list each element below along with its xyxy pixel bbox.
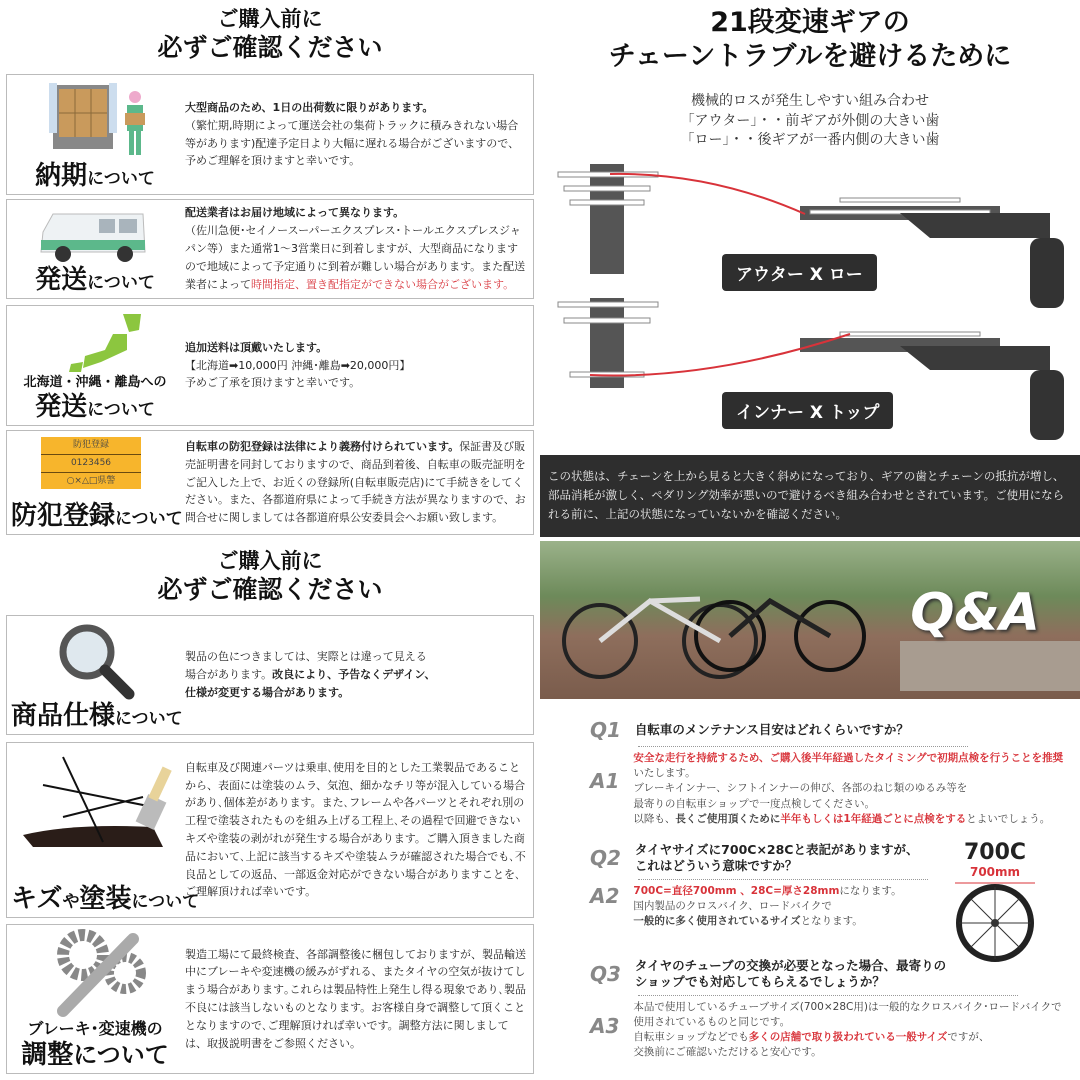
text: 多くの店舗で取り扱われている一般サイズ <box>748 1030 948 1043</box>
text: となります。 <box>800 914 863 927</box>
text: ご購入前に <box>217 549 323 573</box>
text: 配送業者はお届け地域によって異なります。 <box>185 206 405 220</box>
text: 塗装 <box>79 883 132 914</box>
text: 製造工場にて最終検査、各部調整後に梱包しておりますが、製品輸送中にブレーキや変速機の緩みがずれる、またタイヤの空気が抜けてしまう場合があります｡これらは製品特性上発生し得る現象であり､製品不良には該当しないものとなります。お客様自身で調整して頂くこととなりますので､ご理解頂ければ幸いです。調整方法に関しましては、取扱説明書をご参照ください。 <box>185 947 526 1050</box>
text: いたします。 <box>633 767 696 780</box>
text: 納期 <box>35 160 88 191</box>
text: 「ロー」・・後ギアが一番内側の大きい歯 <box>680 132 940 149</box>
text: 改良により、予告なくデザイン、仕様が変更する場合があります。 <box>185 668 436 699</box>
text: ○×△□県警 <box>66 476 116 486</box>
van-icon <box>13 204 175 268</box>
bicycle-photo <box>540 541 1080 699</box>
brake-adjust-box <box>6 924 534 1074</box>
text: 調整 <box>21 1039 74 1070</box>
wheel-illustration <box>940 840 1050 969</box>
text: 時間指定、置き配指定ができない場合がございます。 <box>251 277 515 291</box>
paint-brush-icon <box>13 747 175 851</box>
text: について <box>131 891 200 912</box>
front-chainring-1 <box>558 164 658 274</box>
japan-map-icon <box>13 310 175 376</box>
text: タイヤのチューブの交換が必要となった場合、最寄りのショップでも対応してもらえるでしょうか？ <box>634 958 947 990</box>
text: 発送 <box>35 391 88 422</box>
scratch-paint-box <box>6 742 534 918</box>
outer-low-label: アウター X ロー <box>722 254 877 291</box>
qa-1 <box>590 718 1070 827</box>
gear-wrench-icon <box>13 929 175 1023</box>
text: 自転車ショップなどでも <box>633 1030 749 1043</box>
remote-shipping-box <box>6 305 534 426</box>
text: 自転車の防犯登録は法律により義務付けられています。 <box>185 439 460 453</box>
text: 最寄りの自転車ショップで一度点検してください。 <box>633 797 876 810</box>
text: 製品の色につきましては、実際とは違って見える場合があります。 <box>185 650 427 682</box>
remote-shipping-caption <box>11 376 179 421</box>
text: 「アウター」・・前ギアが外側の大きい歯 <box>680 112 940 129</box>
text: 防犯登録 <box>41 437 141 455</box>
text: について <box>87 399 155 420</box>
product-spec-box <box>6 615 534 735</box>
text: A1 <box>590 769 620 793</box>
text: 必ずご確認ください <box>157 575 383 605</box>
text: 0123456 <box>41 455 141 473</box>
text: 北海道・沖縄・離島への <box>23 375 167 391</box>
truck-icon <box>13 79 175 163</box>
text: チェーントラブルを避けるために <box>608 40 1012 72</box>
text: 21段変速ギアの <box>710 7 910 38</box>
product-spec-caption <box>11 700 183 731</box>
text: について <box>73 1040 169 1069</box>
text: 自転車及び関連パーツは乗車､使用を目的とした工業製品であることから、表面には塗装のムラ、気泡、細かなチリ等が混入している場合があり､個体差があります。また､フレームや各パーツとそれぞれ別の工程で塗装されたものを組み上げる工程上､その過程で回避できないキズや塗装の剥がれが発生する場合があります。ご購入頂きました商品において､上記に該当するキズや塗装ムラが確認された場合でも､不良品としての返品、一部返金対応ができない場合がありますことを､ご理解頂ければ幸いです。 <box>185 760 526 899</box>
text: A3 <box>590 1013 620 1038</box>
text: （繁忙期,時期によって運送会社の集荷トラックに積みきれない場合等があります)配達予定日より大幅に遅れる場合がございますので、予めご理解を頂けますと幸いです。 <box>185 118 520 168</box>
brake-adjust-caption <box>11 1018 179 1070</box>
text: （佐川急便･セイノースーパーエクスプレス･トールエクスプレスジャパン等）また通常1～3営業日に到着しますが、大型商品になりますので地域によって予定通りに到着が難しい場合があります。また配送業者によって <box>185 224 526 291</box>
text: Q2 <box>590 846 621 871</box>
text: ブレーキ･変速機の <box>27 1018 163 1038</box>
magnifier-icon <box>13 620 175 704</box>
text: キズ <box>11 883 63 914</box>
scratch-paint-caption <box>11 883 200 914</box>
text: 700C=直径700mm 、28C=厚さ28mm <box>633 884 840 897</box>
text: 必ずご確認ください <box>157 33 383 63</box>
rear-cassette-1 <box>800 198 1064 308</box>
text: 機械的ロスが発生しやすい組み合わせ <box>691 93 929 109</box>
text: になります。 <box>839 884 902 897</box>
text: について <box>87 168 155 189</box>
text: 安全な走行を持続するため、ご購入後半年経過したタイミングで初期点検を行うことを推奨 <box>633 752 1064 764</box>
shipping-box <box>6 199 534 299</box>
text: 保証書及び販売証明書を同封しておりますので、商品到着後、自転車の販売証明をご記入した上で、お近くの登録所(自転車販売店)にて手続きをしてください。また、各都道府県によって手続き方法が異なりますので、お問合せに関しましては各都道府県公安委員会へお願い致します。 <box>185 439 526 525</box>
right-subtitle <box>540 92 1080 151</box>
text: 発送 <box>35 264 88 295</box>
text: Q3 <box>590 962 621 987</box>
text: タイヤサイズに700C×28Cと表記がありますが、これはどういう意味ですか？ <box>634 842 919 874</box>
left-title-2 <box>0 548 540 606</box>
text: Q1 <box>590 718 621 742</box>
text: ご購入前に <box>217 7 323 31</box>
text: ブレーキインナー、シフトインナーの伸び、各部のねじ類のゆるみ等を <box>633 782 968 795</box>
text: について <box>87 272 155 293</box>
text: 一般的に多く使用されているサイズ <box>633 914 801 927</box>
qa-2 <box>590 842 930 929</box>
text: 長くご使用頂くために <box>675 812 781 825</box>
crime-registration-box <box>6 430 534 535</box>
text: 本品で使用しているチューブサイズ(700×28C用)は一般的なクロスバイク･ロードバイクで <box>633 1000 1062 1013</box>
text: 国内製品のクロスバイク、ロードバイクで <box>633 899 832 912</box>
text: 【北海道➡10,000円 沖縄･離島➡20,000円】 <box>185 358 411 372</box>
wheel-icon <box>950 879 1040 965</box>
inner-top-label: インナー X トップ <box>722 392 893 429</box>
qa-heading: Q&A <box>910 583 1040 643</box>
text: について <box>115 508 183 529</box>
text: 700mm <box>969 865 1021 879</box>
text: 半年もしくは1年経過ごとに点検をする <box>780 812 967 825</box>
text: 大型商品のため、1日の出荷数に限りがあります。 <box>185 100 434 114</box>
text: や <box>62 891 80 912</box>
text: とよいでしょう。 <box>966 812 1051 825</box>
delivery-time-box <box>6 74 534 195</box>
text: 追加送料は頂戴いたします。 <box>185 340 328 354</box>
qa-3 <box>590 958 1070 1060</box>
text: について <box>115 708 183 729</box>
text: 予めご了承を頂けますと幸いです。 <box>185 376 361 390</box>
registration-card-icon <box>41 437 141 489</box>
left-title-1 <box>0 6 540 64</box>
text: 使用されているものと同じです。 <box>633 1015 791 1028</box>
text: 以降も、 <box>633 812 676 825</box>
delivery-time-caption <box>11 160 179 191</box>
text: ですが、 <box>947 1030 990 1043</box>
right-title <box>540 6 1080 74</box>
shipping-caption <box>11 264 179 295</box>
text: 商品仕様 <box>11 700 116 731</box>
text: A2 <box>590 883 620 908</box>
text: 自転車のメンテナンス目安はどれくらいですか？ <box>634 721 909 737</box>
text: 交換前にご確認いただけると安心です。 <box>633 1046 822 1059</box>
text: 防犯登録 <box>11 500 116 531</box>
chain-note: この状態は、チェーンを上から見ると大きく斜めになっており、ギアの歯とチェーンの抵抗が増し、部品消耗が激しく、ペダリング効率が悪いので避けるべき組み合わせとされています。ご使用になられる前に、上記の状態になっていないかを確認ください。 <box>540 455 1080 537</box>
text: 700C <box>963 840 1027 865</box>
crime-registration-caption <box>11 500 183 531</box>
